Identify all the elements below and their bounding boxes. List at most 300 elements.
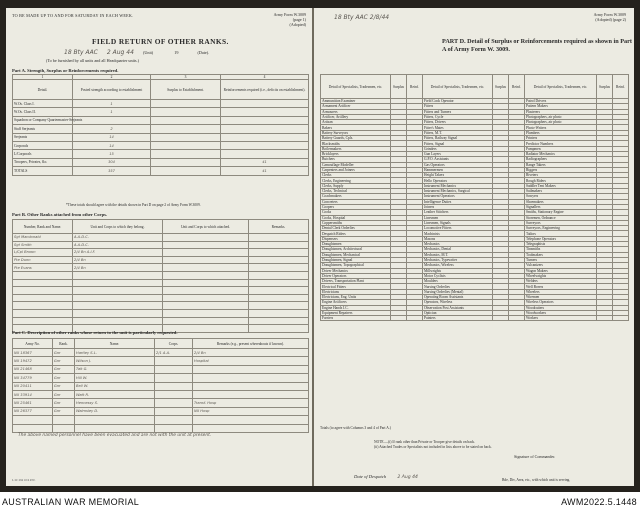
trade-label: Driver Operators [321, 273, 391, 278]
cell-attached [163, 309, 249, 317]
part-c-title: Part C. Description of other ranks whose return to the unit is particularly requested. [12, 330, 178, 335]
cell-remarks: Transf. Hosp [193, 399, 309, 407]
trade-label: Driver Mechanics [321, 268, 391, 273]
surplus-cell [391, 316, 407, 321]
right-form-reference [594, 12, 626, 22]
cell-no: NX 26377 [13, 407, 53, 415]
row-value [221, 141, 309, 149]
row-value [221, 100, 309, 108]
trade-label: Fitters, Cycle [423, 114, 493, 119]
trade-label: Photographers, air photo [525, 120, 597, 125]
cell-rank: Gnr [53, 399, 75, 407]
trade-label: Moulders [423, 279, 493, 284]
cell-remarks [249, 271, 309, 279]
trade-label: Masons [423, 236, 493, 241]
row-label: Serjeants [13, 133, 73, 141]
despatch-date-label: Date of Despatch [354, 474, 387, 479]
table-b-header: Number, Rank and Name. Unit and Corps to which they belong. Unit and Corps to which attached. Remarks. [13, 220, 309, 234]
trade-label: Linesmen [423, 215, 493, 220]
table-row [13, 424, 309, 432]
row-label: W.Os. Class I. [13, 100, 73, 108]
row-value [151, 133, 221, 141]
trade-label: Despatch Riders [321, 231, 391, 236]
hand-top-note: 18 Bty AAC 2/8/44 [334, 14, 390, 21]
trade-label: G.P.O. Assistants [423, 157, 493, 162]
cell-no: NX 34779 [13, 374, 53, 382]
trade-label: Fitters [423, 104, 493, 109]
trade-label: Wagon Makers [525, 268, 597, 273]
row-value [151, 158, 221, 166]
footer-accession: AWM2022.5.1448 [561, 497, 637, 507]
row-value [221, 125, 309, 133]
cell-name [13, 271, 73, 279]
cell-name [13, 279, 73, 287]
table-row [13, 294, 309, 302]
trade-label: Motor Cyclists [423, 273, 493, 278]
row-value: 1 [73, 108, 151, 116]
part-d-title: PART D. Detail of Surplus or Reinforcements required as shown in Part A of Army Form W. 3009. [442, 38, 632, 53]
table-row [13, 349, 309, 357]
cell-name: Tait G. [75, 365, 155, 373]
trade-label: Draughtsmen [321, 242, 391, 247]
cell-remarks [193, 424, 309, 432]
cell-remarks: Hospital [193, 357, 309, 365]
cell-no [13, 424, 53, 432]
row-value: 2 [73, 125, 151, 133]
trade-label: Saddler Tent Makers [525, 183, 597, 188]
trade-label: Riveters [525, 173, 597, 178]
cell-corps [155, 424, 193, 432]
row-label: Corporals [13, 141, 73, 149]
cell-rank: Gnr [53, 357, 75, 365]
row-label: TOTALS [13, 167, 73, 175]
table-a-col-numbers: 1 2 3 4 [13, 75, 309, 80]
row-value [221, 116, 309, 124]
trade-label: Boilermakers [321, 146, 391, 151]
row-value [151, 167, 221, 175]
cell-unit [73, 302, 163, 310]
cell-rank: Gnr [53, 365, 75, 373]
trade-label: Plumbers [525, 130, 597, 135]
table-row [13, 309, 309, 317]
table-row [13, 374, 309, 382]
trade-label: Observation Post Assistants [423, 305, 493, 310]
hand-date: 2 Aug 44 [106, 49, 134, 56]
trade-label: Turners [525, 257, 597, 262]
cell-unit: A.A.D.C. [73, 234, 163, 242]
trade-label: Bricklayers [321, 151, 391, 156]
cell-name: Pte Evans [13, 264, 73, 272]
trade-label: Printers [525, 136, 597, 141]
cell-name [13, 294, 73, 302]
cell-attached [163, 271, 249, 279]
table-row [13, 141, 309, 149]
cell-unit [73, 317, 163, 325]
right-form-page: (Adopted) (page 2) [595, 17, 626, 22]
trade-label: Mechanics, Dental [423, 247, 493, 252]
trade-label: Well Borers [525, 284, 597, 289]
row-value [151, 100, 221, 108]
row-value: 14 [73, 133, 151, 141]
part-a-title: Part A. Strength, Surplus or Reinforcements required. [12, 68, 119, 73]
table-row [13, 100, 309, 108]
despatch-date-value: 2 Aug 44 [397, 475, 418, 480]
form-reference [274, 12, 306, 27]
trade-label: Artisan [321, 120, 391, 125]
cell-remarks [249, 249, 309, 257]
cell-remarks [249, 241, 309, 249]
table-part-d [320, 74, 629, 321]
trade-label: Clerks [321, 173, 391, 178]
cell-corps [155, 382, 193, 390]
table-row [13, 158, 309, 166]
table-row [321, 316, 629, 321]
row-label: Troopers, Privates, &c. [13, 158, 73, 166]
trade-label: Woodworkers [525, 310, 597, 315]
cell-unit [73, 309, 163, 317]
cell-no: NX 19472 [13, 357, 53, 365]
form-page: (page 1) [292, 17, 306, 22]
cell-name [75, 416, 155, 424]
cell-name: Wilson J. [75, 357, 155, 365]
cell-no [13, 416, 53, 424]
table-part-a [12, 74, 309, 176]
cell-remarks [249, 302, 309, 310]
trade-label: Cooks [321, 210, 391, 215]
cell-remarks [249, 256, 309, 264]
table-row [13, 390, 309, 398]
unit-label: (Unit) [142, 50, 154, 55]
form-number: Army Form W.3009 [273, 12, 306, 17]
cell-attached [163, 234, 249, 242]
row-value [221, 108, 309, 116]
cell-remarks [249, 264, 309, 272]
table-part-b [12, 219, 309, 333]
trade-label: Leather Stitchers [423, 210, 493, 215]
trade-label: Blacksmiths [321, 141, 391, 146]
trade-label: Draughtsmen, Architectural [321, 247, 391, 252]
trade-label: Telegraphists [525, 242, 597, 247]
cell-name: Hennessy S. [75, 399, 155, 407]
trade-label: Wheelers [525, 289, 597, 294]
cell-corps [155, 407, 193, 415]
date-label: (Date). [197, 50, 210, 55]
trade-label: Engine Hands I.C. [321, 305, 391, 310]
trade-label: Concreters [321, 199, 391, 204]
reinf-cell [509, 316, 525, 321]
table-row [13, 125, 309, 133]
handwritten-note: The above named personnel have been evacuated and are not with the unit at present. [18, 433, 212, 438]
cell-name: Watt R. [75, 390, 155, 398]
table-row [13, 287, 309, 295]
table-row [13, 264, 309, 272]
year-prefix: 19 [174, 50, 179, 55]
cell-unit [73, 271, 163, 279]
row-value [73, 116, 151, 124]
cell-attached [163, 302, 249, 310]
cell-remarks [193, 416, 309, 424]
cell-corps [155, 357, 193, 365]
table-row [13, 399, 309, 407]
cell-remarks [193, 374, 309, 382]
trade-label: Instrument Mechanics, Surgical [423, 189, 493, 194]
top-instruction: TO BE MADE UP TO AND FOR SATURDAY IN EACH WEEK. [12, 13, 134, 18]
cell-no: NX 21468 [13, 365, 53, 373]
printer-footnote: L.W. 294 10/4 P.W. [12, 478, 36, 482]
trade-label: Operators, Wireless [423, 300, 493, 305]
cell-rank: Gnr [53, 374, 75, 382]
table-row [13, 167, 309, 175]
cell-unit [73, 294, 163, 302]
trade-label: Patrol Drivers [525, 99, 597, 104]
row-value [151, 141, 221, 149]
table-d-header: Detail of Specialists, Tradesmen, etc. Surplus Reinf. Detail of Specialists, Tradesmen, etc. Surplus Reinf. Detail of Specialists, Tradesmen, etc. Surplus Reinf. [321, 75, 629, 99]
cell-name: Sgt Smith [13, 241, 73, 249]
cell-rank: Gnr [53, 382, 75, 390]
trade-label: Shoemakers [525, 199, 597, 204]
notes [374, 440, 624, 449]
cell-unit: A.A.D.C. [73, 241, 163, 249]
cell-remarks [249, 309, 309, 317]
trade-label: Toolmakers [525, 252, 597, 257]
cell-remarks [249, 279, 309, 287]
row-value [151, 108, 221, 116]
surplus-cell [597, 316, 613, 321]
trade-label: Armourers [321, 109, 391, 114]
cell-name: Walmsley D. [75, 407, 155, 415]
cell-attached [163, 317, 249, 325]
cell-remarks [193, 382, 309, 390]
table-row [13, 382, 309, 390]
trade-label: Hello Operators [423, 178, 493, 183]
trade-label: Intelligence Duties [423, 199, 493, 204]
cell-corps: 2/1 A.A. [155, 349, 193, 357]
totals-label: Totals (to agree with Columns 3 and 4 of Part A.) [320, 426, 391, 430]
cell-remarks: NX Hosp [193, 407, 309, 415]
cell-attached [163, 279, 249, 287]
table-row [13, 116, 309, 124]
trade-label: Fitters, Signal [423, 141, 493, 146]
trade-label: Electricians, Eng. Units [321, 294, 391, 299]
trade-label: Battery Guards, Cpls. [321, 136, 391, 141]
trade-label: Tailors [525, 231, 597, 236]
note-1: NOTE.—(i) If rank other than Private or Trooper give details on back. [374, 440, 476, 444]
cell-remarks [193, 365, 309, 373]
row-value: 14 [73, 141, 151, 149]
cell-name: Hill W. [75, 374, 155, 382]
table-row [13, 416, 309, 424]
table-row [13, 279, 309, 287]
table-row [13, 108, 309, 116]
trade-label: Linesmen, Signals [423, 220, 493, 225]
cell-no: NX 20411 [13, 382, 53, 390]
table-row [13, 249, 309, 257]
trade-label: Artificer, Artillery [321, 114, 391, 119]
trade-label: Electricians [321, 289, 391, 294]
cell-corps [155, 365, 193, 373]
trade-label: Drivers, Transportation Plant [321, 279, 391, 284]
cell-remarks [249, 317, 309, 325]
trade-label: Fitter's Mates [423, 125, 493, 130]
despatch-date [354, 474, 418, 480]
cell-remarks: 2/4 Bn [193, 349, 309, 357]
cell-remarks [249, 234, 309, 242]
trade-label: Pattern Makers [525, 104, 597, 109]
place-label: Bde, Div, Area, etc., with which unit is serving. [502, 478, 571, 482]
trade-label: Instrument Mechanics [423, 183, 493, 188]
table-part-c [12, 338, 309, 433]
table-row [13, 241, 309, 249]
cell-unit: 2/4 Bn [73, 264, 163, 272]
row-value: 41 [221, 158, 309, 166]
trade-label: Butchers [321, 157, 391, 162]
trade-label: Draughtsmen, Signal [321, 257, 391, 262]
part-b-title: Part B. Other Ranks attached from other Corps. [12, 212, 108, 217]
trade-label: Photo-Writers [525, 125, 597, 130]
trade-label: Joiners [423, 204, 493, 209]
trade-label: Farriers [321, 316, 391, 321]
table-row [13, 256, 309, 264]
trade-label: Mechanics, M.T. [423, 252, 493, 257]
table-c-header: Army No. Rank. Name. Corps. Remarks (e.g., present whereabouts if known). [13, 339, 309, 349]
trade-label: Bakers [321, 125, 391, 130]
row-value [221, 133, 309, 141]
cell-name [13, 302, 73, 310]
cell-attached [163, 249, 249, 257]
row-value: 15 [73, 150, 151, 158]
trade-label: Electrical Fitters [321, 284, 391, 289]
cell-attached [163, 241, 249, 249]
trade-label: Field Cook Operator [423, 99, 493, 104]
cell-name: Bell W. [75, 382, 155, 390]
trade-label: Coppersmiths [321, 220, 391, 225]
cell-remarks [249, 294, 309, 302]
trade-label: Woodcutters [525, 305, 597, 310]
footer-institution: AUSTRALIAN WAR MEMORIAL [2, 497, 140, 507]
trade-label: Draughtsmen, Mechanical [321, 252, 391, 257]
row-value: 357 [73, 167, 151, 175]
cell-unit [73, 279, 163, 287]
row-value [151, 125, 221, 133]
trade-label: Sailmakers [525, 189, 597, 194]
cell-name: Pte Dunn [13, 256, 73, 264]
trade-label: Vulcanizers [525, 263, 597, 268]
cell-remarks [193, 390, 309, 398]
trade-label: Wiremen [525, 294, 597, 299]
trade-label: Clerks, Engineering [321, 178, 391, 183]
trade-label: Battery Surveyors [321, 130, 391, 135]
reinf-cell [613, 316, 629, 321]
row-value [151, 150, 221, 158]
trade-label: Gun Layers [423, 151, 493, 156]
cell-remarks [249, 287, 309, 295]
trade-label: Mechanics [423, 242, 493, 247]
cell-rank: Gnr [53, 407, 75, 415]
cell-name: Hartley S.L. [75, 349, 155, 357]
trade-label: Tinsmiths [525, 247, 597, 252]
cell-unit [73, 287, 163, 295]
trade-label: Height Takers [423, 173, 493, 178]
cell-rank [53, 424, 75, 432]
trade-label: Surveyors, Engineering [525, 226, 597, 231]
trade-label: Clerks, Technical [321, 189, 391, 194]
archive-footer [0, 496, 640, 510]
trade-label: Sawyers [525, 194, 597, 199]
table-row [13, 234, 309, 242]
trade-label: Fitters, Railway Signal [423, 136, 493, 141]
cell-name: Sgt Macdonald [13, 234, 73, 242]
cell-attached [163, 256, 249, 264]
trade-label: Predictor Numbers [525, 141, 597, 146]
left-page [6, 8, 312, 486]
hand-unit: 18 Bty AAC [64, 49, 98, 56]
cell-corps [155, 399, 193, 407]
unit-date-line [64, 49, 209, 56]
trade-label: Welders [525, 279, 597, 284]
trade-label: Rough Riders [525, 178, 597, 183]
trade-label: Telephone Operators [525, 236, 597, 241]
trade-label: Radiator Mechanics [525, 151, 597, 156]
surplus-cell [493, 316, 509, 321]
trade-label: Radiographers [525, 157, 597, 162]
trade-label: Dental Clerk Orderlies [321, 226, 391, 231]
cell-corps [155, 416, 193, 424]
fill-instruction: (To be furnished by all units and all Headquarter units.) [46, 58, 139, 63]
cell-rank: Gnr [53, 349, 75, 357]
trade-label: Gas Operators [423, 162, 493, 167]
cell-no: NX 25461 [13, 399, 53, 407]
cell-corps [155, 374, 193, 382]
trade-label: Range Takers [525, 162, 597, 167]
table-row [13, 271, 309, 279]
trade-label: Coachmakers [321, 194, 391, 199]
form-adopted: (Adopted) [289, 22, 306, 27]
trade-label: Riggers [525, 167, 597, 172]
table-row [13, 407, 309, 415]
cell-attached [163, 287, 249, 295]
trade-label: Mechanics, Typewriter [423, 257, 493, 262]
trade-label: Machinists [423, 231, 493, 236]
page-title: FIELD RETURN OF OTHER RANKS. [92, 37, 229, 46]
cell-attached [163, 264, 249, 272]
table-row [13, 365, 309, 373]
row-value: 1 [73, 100, 151, 108]
cell-name: L/Cpl Brown [13, 249, 73, 257]
row-value: 304 [73, 158, 151, 166]
cell-unit: 2/4 Bn [73, 256, 163, 264]
trade-label: Equipment Repairers [321, 310, 391, 315]
note-2: (ii) Attached Trades or Specialists not included in lists above to be stated on back. [374, 444, 492, 449]
trade-label: Carpenters and Joiners [321, 167, 391, 172]
row-value [221, 150, 309, 158]
table-row [13, 357, 309, 365]
table-a-note: *These totals should agree with the details shown in Part D on page 2 of Army Form W.3009. [66, 203, 201, 207]
row-value [151, 116, 221, 124]
trade-label: Smiths, Stationary Engine [525, 210, 597, 215]
trade-label: Painters [423, 316, 493, 321]
row-label: Staff Serjeants [13, 125, 73, 133]
trade-label: Workers [525, 316, 597, 321]
trade-label: Signallers [525, 204, 597, 209]
trade-label: Photographers, air photo [525, 114, 597, 119]
trade-label: Wheelwrights [525, 273, 597, 278]
trade-label: Pumpmen [525, 146, 597, 151]
trade-label: Optician [423, 310, 493, 315]
trade-label: Fitters and Turners [423, 109, 493, 114]
trade-label: Armament Artificer [321, 104, 391, 109]
cell-name [13, 317, 73, 325]
cell-no: NX 18367 [13, 349, 53, 357]
